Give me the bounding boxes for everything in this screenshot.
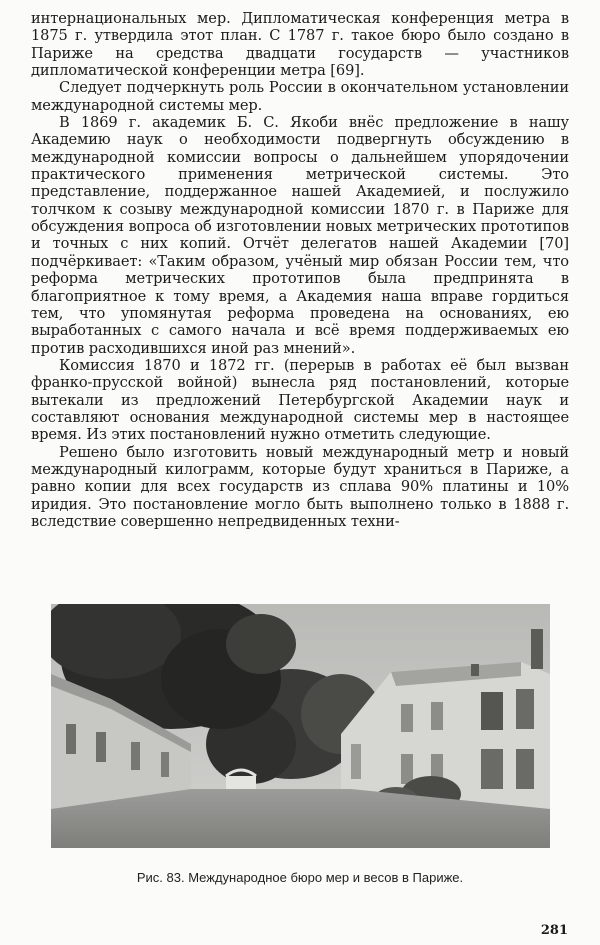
figure-caption: Рис. 83. Международное бюро мер и весов в Париже. — [136, 870, 464, 885]
paragraph-russia-role: Следует подчеркнуть роль России в окончательном установлении международной системы мер. — [31, 79, 569, 114]
paragraph-continuation: интернациональных мер. Дипломатическая конференция метра в 1875 г. утвердила этот план. С 1787 г. такое бюро было создано в Париже на средства двадцати государств — участников дипломатической конференции метра [69]. — [31, 10, 569, 80]
paragraph-decision: Решено было изготовить новый международный метр и новый международный килограмм, которые будут храниться в Париже, а равно копии для всех государств из сплава 90% платины и 10% иридия. Это постановление могло быть выполнено только в 1888 г. вследствие совершенно непредвиденных техни- — [31, 443, 569, 530]
bureau-photograph — [51, 604, 550, 848]
paragraph-jacobi-proposal: В 1869 г. академик Б. С. Якоби внёс предложение в нашу Академию наук о необходимости подвергнуть обсуждению в международной комиссии вопросы о дальнейшем упорядочении практического применения метрической системы. Это представление, поддержанное нашей Академией, и послужило толчком к созыву международной комиссии 1870 г. в Париже для обсуждения вопроса об изготовлении новых метрических прототипов и точных с них копий. Отчёт делегатов нашей Академии [70] подчёркивает: «Таким образом, учёный мир обязан России тем, что реформа метрических прототипов была предпринята в благоприятное к тому время, а Академия наша вправе гордиться тем, что упомянутая реформа проведена на основаниях, ею выработанных с самого начала и всё время поддерживаемых ею против расходившихся иной раз мнений». — [31, 114, 569, 357]
photo-illustration — [51, 604, 550, 848]
body-text — [31, 10, 569, 530]
paragraph-commission: Комиссия 1870 и 1872 гг. (перерыв в работах её был вызван франко-прусской войной) вынесла ряд постановлений, которые вытекали из предложений Петербургской Академии наук и составляют основания международной системы мер в настоящее время. Из этих постановлений нужно отметить следующие. — [31, 356, 569, 444]
page-number: 281 — [540, 923, 568, 938]
